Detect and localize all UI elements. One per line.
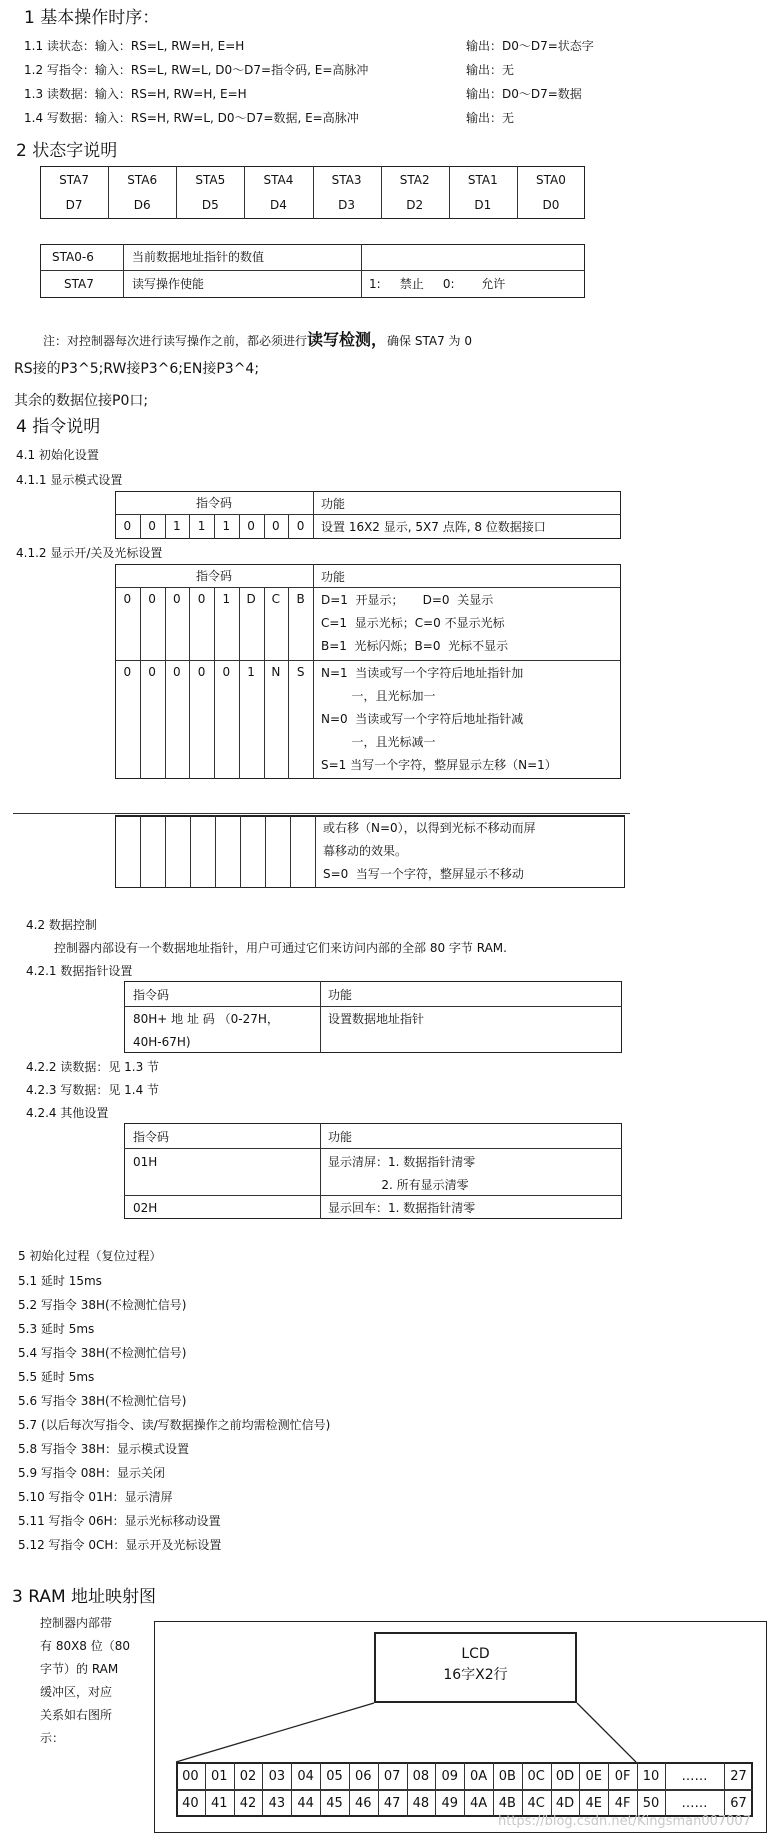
ram-address-cell: 00: [182, 1768, 199, 1784]
init-step: 5.1 延时 15ms: [18, 1274, 102, 1288]
section-1-title: 1 基本操作时序：: [24, 8, 160, 28]
init-step: 5.7 (以后每次写指令、读/写数据操作之前均需检测忙信号): [18, 1418, 331, 1432]
lcd-label: LCD: [461, 1646, 490, 1662]
init-step: 5.8 写指令 38H：显示模式设置: [18, 1442, 190, 1456]
ram-address-cell: 48: [412, 1795, 430, 1811]
timing-row-label: 1.2 写指令：输入：RS=L, RW=L, D0～D7=指令码, E=高脉冲: [24, 63, 369, 77]
ram-address-cell: 07: [383, 1768, 401, 1784]
instruction-bit: C: [271, 592, 281, 606]
section-4-title: 4 指令说明: [16, 417, 101, 437]
timing-row-label: 1.4 写数据：输入：RS=H, RW=L, D0～D7=数据, E=高脉冲: [24, 111, 359, 125]
instruction-function: S=1 当写一个字符，整屏显示左移（N=1）: [321, 758, 557, 772]
subsection-title: 4.1.2 显示开/关及光标设置: [16, 546, 163, 560]
ram-address-cell: 4C: [527, 1795, 545, 1811]
status-bit-data: D4: [270, 198, 287, 212]
instruction-bit: 1: [222, 592, 231, 606]
instruction-bit: 0: [173, 665, 181, 679]
status-bit-name: STA1: [467, 173, 498, 187]
lcd-size-label: 16字X2行: [443, 1667, 508, 1683]
status-desc-cell: 读写操作使能: [132, 277, 205, 291]
instruction-function: N=0 当读或写一个字符后地址指针减: [321, 712, 524, 726]
init-step: 5.5 延时 5ms: [18, 1370, 95, 1384]
timing-row-label: 1.3 读数据：输入：RS=H, RW=H, E=H: [24, 87, 247, 101]
status-bit-data: D0: [542, 198, 560, 212]
instruction-bit: 0: [148, 519, 156, 533]
instruction-bit: 0: [296, 519, 305, 533]
table-header: 功能: [321, 497, 346, 511]
init-step: 5.11 写指令 06H：显示光标移动设置: [18, 1514, 221, 1528]
init-step: 5.6 写指令 38H(不检测忙信号): [18, 1394, 187, 1408]
init-step: 5.4 写指令 38H(不检测忙信号): [18, 1346, 187, 1360]
timing-row-output: 输出：D0～D7=状态字: [466, 39, 594, 53]
wiring-note: 其余的数据位接P0口;: [14, 393, 149, 409]
instruction-bit: 0: [173, 592, 181, 606]
instruction-function: 幕移动的效果。: [323, 844, 408, 858]
init-step: 5.2 写指令 38H(不检测忙信号): [18, 1298, 187, 1312]
ram-address-cell: 4F: [614, 1795, 631, 1811]
section-5-title: 5 初始化过程（复位过程）: [18, 1249, 162, 1263]
subsection-title: 4.2.3 写数据：见 1.4 节: [26, 1083, 160, 1097]
instruction-bit: 1: [222, 519, 231, 533]
note-text: 注：对控制器每次进行读写操作之前，都必须进行: [43, 334, 308, 348]
note-text-end: 确保 STA7 为 0: [387, 334, 472, 348]
table-cell: 设置数据地址指针: [328, 1012, 425, 1026]
note-emphasis: 读写检测，: [307, 330, 388, 349]
init-step: 5.10 写指令 01H：显示清屏: [18, 1490, 173, 1504]
table-header: 指令码: [195, 569, 232, 583]
instruction-function: N=1 当读或写一个字符后地址指针加: [321, 666, 524, 680]
ram-address-cell: 0F: [614, 1768, 631, 1784]
timing-row-output: 输出：无: [466, 63, 515, 77]
timing-row-output: 输出：无: [466, 111, 515, 125]
ram-address-cell: 0D: [555, 1768, 575, 1784]
ram-address-cell: 4D: [555, 1795, 575, 1811]
section-2-title: 2 状态字说明: [16, 141, 118, 161]
ram-address-cell: 4A: [469, 1795, 488, 1811]
status-bit-name: STA4: [263, 173, 294, 187]
instruction-bit: N: [271, 665, 281, 679]
subsection-title: 4.2.1 数据指针设置: [26, 964, 133, 978]
status-desc-cell: 当前数据地址指针的数值: [132, 250, 265, 264]
instruction-bit: D: [246, 592, 256, 606]
init-step: 5.9 写指令 08H：显示关闭: [18, 1466, 166, 1480]
ram-address-cell: 05: [326, 1768, 343, 1784]
instruction-function: S=0 当写一个字符，整屏显示不移动: [323, 867, 524, 881]
status-desc-cell: STA7: [64, 277, 94, 291]
subsection-title: 4.1.1 显示模式设置: [16, 473, 123, 487]
ram-description-line: 示：: [40, 1731, 65, 1745]
status-bit-name: STA7: [59, 173, 89, 187]
ram-description-line: 控制器内部带: [40, 1616, 113, 1630]
init-step: 5.3 延时 5ms: [18, 1322, 95, 1336]
watermark: https://blog.csdn.net/Kingsman007007: [498, 1814, 751, 1829]
instruction-bit: 0: [247, 519, 255, 533]
table-header: 功能: [321, 570, 346, 584]
ram-address-cell: 0A: [469, 1768, 488, 1784]
instruction-function: 或右移（N=0），以得到光标不移动而屏: [323, 821, 536, 835]
ram-address-cell: 42: [239, 1795, 257, 1811]
instruction-bit: 0: [123, 519, 132, 533]
instruction-function: D=1 开显示； D=0 关显示: [321, 593, 494, 607]
subsection-title: 4.2.4 其他设置: [26, 1106, 109, 1120]
status-desc-cell: STA0-6: [52, 250, 94, 264]
ram-address-cell: 67: [730, 1795, 747, 1811]
ram-address-cell: 43: [268, 1795, 286, 1811]
ram-address-cell: 47: [383, 1795, 401, 1811]
table-cell: 80H+ 地 址 码 （0-27H，: [133, 1012, 279, 1026]
instruction-bit: S: [296, 665, 305, 679]
timing-row-label: 1.1 读状态：输入：RS=L, RW=H, E=H: [24, 39, 245, 53]
instruction-bit: 1: [247, 665, 255, 679]
ram-address-cell: ……: [681, 1768, 708, 1784]
ram-address-cell: ……: [681, 1795, 708, 1811]
status-bit-name: STA3: [331, 173, 362, 187]
instruction-bit: 0: [148, 665, 156, 679]
status-bit-data: D6: [133, 198, 151, 212]
status-bit-data: D1: [474, 198, 492, 212]
status-bit-data: D2: [406, 198, 424, 212]
status-bit-data: D3: [338, 198, 355, 212]
instruction-bit: 0: [123, 665, 132, 679]
subsection-title: 4.2.2 读数据：见 1.3 节: [26, 1060, 160, 1074]
ram-description-line: 字节）的 RAM: [40, 1662, 119, 1676]
ram-address-cell: 50: [642, 1795, 660, 1811]
table-cell: 显示清屏：1. 数据指针清零: [328, 1155, 476, 1169]
table-cell: 2. 所有显示清零: [328, 1178, 469, 1192]
init-step: 5.12 写指令 0CH：显示开及光标设置: [18, 1538, 222, 1552]
instruction-bit: 0: [222, 665, 231, 679]
subsection-title: 4.2 数据控制: [26, 918, 97, 932]
instruction-bit: 1: [197, 519, 206, 533]
status-bit-data: D7: [65, 198, 83, 212]
ram-address-cell: 0E: [585, 1768, 603, 1784]
ram-address-cell: 01: [210, 1768, 228, 1784]
paragraph: 控制器内部设有一个数据地址指针，用户可通过它们来访问内部的全部 80 字节 RAM.: [54, 941, 507, 955]
instruction-function: 一，且光标加一: [321, 689, 436, 703]
ram-address-cell: 0C: [527, 1768, 545, 1784]
instruction-bit: 0: [197, 665, 206, 679]
instruction-bit: 0: [123, 592, 132, 606]
status-bit-name: STA5: [195, 173, 226, 187]
ram-address-cell: 27: [730, 1768, 747, 1784]
ram-address-cell: 03: [268, 1768, 286, 1784]
ram-address-cell: 46: [355, 1795, 372, 1811]
timing-row-output: 输出：D0～D7=数据: [466, 87, 582, 101]
ram-address-cell: 40: [182, 1795, 199, 1811]
ram-address-cell: 09: [441, 1768, 458, 1784]
table-header: 指令码: [133, 988, 170, 1002]
ram-address-cell: 02: [239, 1768, 257, 1784]
status-bit-data: D5: [201, 198, 219, 212]
status-desc-cell: 1: 禁止 0: 允许: [369, 277, 506, 291]
subsection-title: 4.1 初始化设置: [16, 448, 99, 462]
instruction-bit: B: [296, 592, 305, 606]
ram-address-cell: 44: [297, 1795, 314, 1811]
ram-address-cell: 10: [642, 1768, 660, 1784]
table-cell: 01H: [133, 1155, 158, 1169]
ram-description-line: 关系如右图所: [40, 1708, 113, 1722]
ram-description-line: 缓冲区，对应: [40, 1685, 113, 1699]
ram-address-cell: 06: [355, 1768, 372, 1784]
ram-address-cell: 49: [441, 1795, 458, 1811]
ram-address-cell: 4B: [498, 1795, 516, 1811]
instruction-bit: 0: [197, 592, 206, 606]
instruction-bit: 0: [272, 519, 280, 533]
instruction-bit: 0: [148, 592, 156, 606]
table-header: 功能: [328, 988, 353, 1002]
ram-description-line: 有 80X8 位（80: [40, 1639, 131, 1653]
ram-address-cell: 4E: [585, 1795, 603, 1811]
wiring-note: RS接的P3^5;RW接P3^6;EN接P3^4;: [14, 361, 260, 377]
instruction-function: B=1 光标闪烁；B=0 光标不显示: [321, 639, 509, 653]
ram-address-cell: 0B: [498, 1768, 516, 1784]
table-header: 功能: [328, 1130, 353, 1144]
instruction-function: 一，且光标减一: [321, 735, 436, 749]
ram-address-cell: 08: [412, 1768, 430, 1784]
ram-address-cell: 04: [297, 1768, 314, 1784]
instruction-bit: 1: [173, 519, 181, 533]
status-bit-name: STA2: [399, 173, 430, 187]
table-cell: 02H: [133, 1201, 158, 1215]
status-bit-name: STA0: [536, 173, 566, 187]
table-header: 指令码: [133, 1130, 170, 1144]
ram-address-cell: 45: [326, 1795, 343, 1811]
status-bit-name: STA6: [127, 173, 158, 187]
instruction-function: 设置 16X2 显示, 5X7 点阵, 8 位数据接口: [321, 520, 546, 534]
table-header: 指令码: [195, 496, 232, 510]
table-cell: 40H-67H): [133, 1035, 191, 1049]
section-3-title: 3 RAM 地址映射图: [12, 1587, 157, 1607]
instruction-function: C=1 显示光标；C=0 不显示光标: [321, 616, 505, 630]
ram-address-cell: 41: [210, 1795, 228, 1811]
table-cell: 显示回车：1. 数据指针清零: [328, 1201, 476, 1215]
